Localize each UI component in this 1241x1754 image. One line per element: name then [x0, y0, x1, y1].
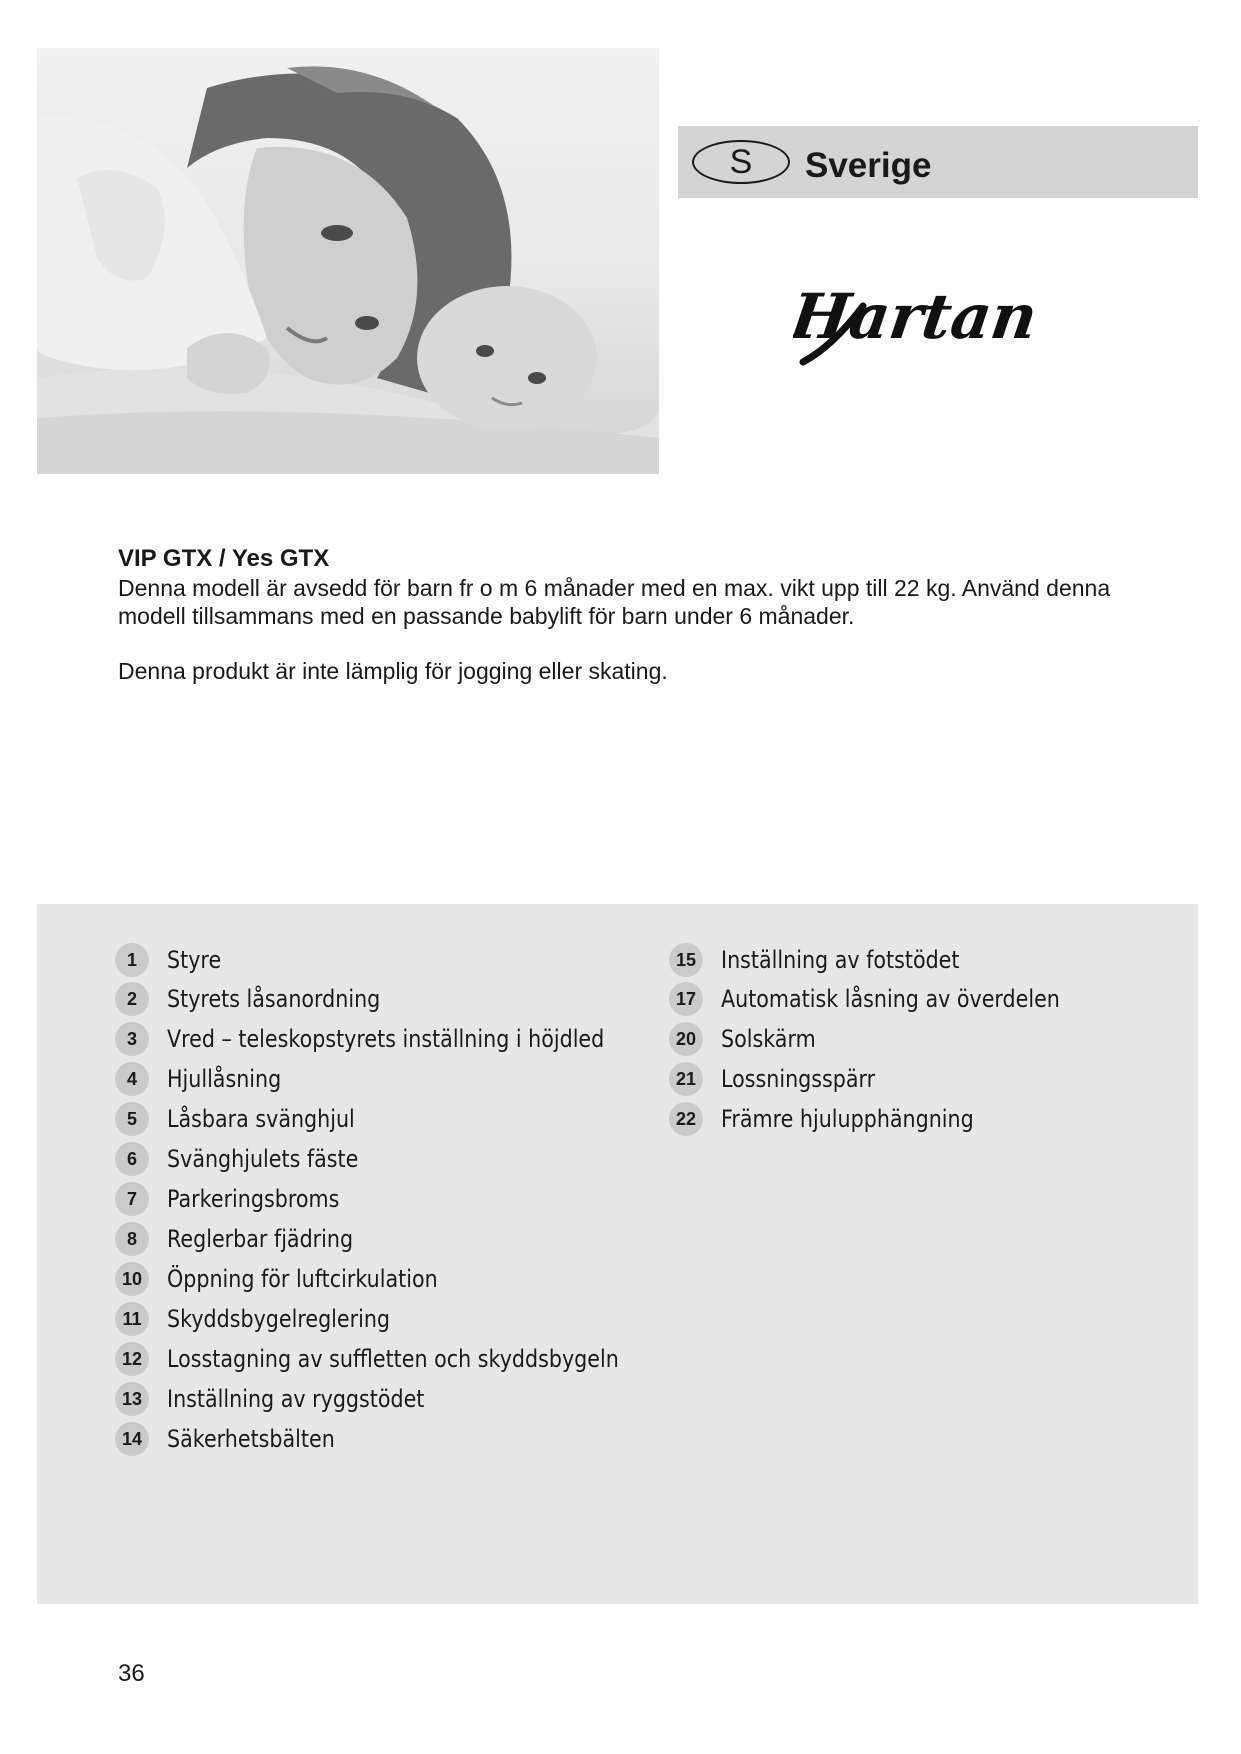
- mother-baby-illustration: [37, 48, 659, 474]
- language-code: S: [729, 143, 753, 181]
- language-code-oval: [692, 140, 790, 184]
- part-item: [115, 1381, 466, 1417]
- part-label: Solskärm: [721, 1025, 816, 1053]
- part-label: Främre hjulupphängning: [721, 1105, 974, 1133]
- part-label: Skyddsbygelreglering: [167, 1305, 391, 1333]
- part-label: Inställning av fotstödet: [721, 946, 960, 974]
- part-number-badge: 3: [115, 1022, 149, 1056]
- part-label: Säkerhetsbälten: [167, 1425, 335, 1453]
- part-number-badge: 11: [115, 1302, 149, 1336]
- part-number-badge: 2: [115, 982, 149, 1016]
- part-item: [115, 1421, 362, 1457]
- part-item: [115, 1141, 390, 1177]
- part-label: Lossningsspärr: [721, 1065, 876, 1093]
- part-number-badge: 13: [115, 1382, 149, 1416]
- part-item: [115, 1101, 385, 1137]
- hartan-logo-mark: [793, 276, 1049, 376]
- part-label: Styrets låsanordning: [167, 985, 381, 1013]
- product-intro: Denna modell är avsedd för barn fr o m 6 månader med en max. vikt upp till 22 kg. Använd denna modell tillsammans med en passande babylift för barn under 6 månader.: [118, 575, 1111, 629]
- part-number-badge: 15: [669, 943, 703, 977]
- part-item: [669, 942, 998, 978]
- part-label: Inställning av ryggstödet: [167, 1385, 425, 1413]
- hartan-logo: [793, 276, 1049, 376]
- part-item: [115, 1301, 426, 1337]
- part-label: Öppning för luftcirkulation: [167, 1265, 438, 1293]
- part-number-badge: 7: [115, 1182, 149, 1216]
- svg-text:Hartan: Hartan: [793, 280, 1042, 353]
- part-label: Vred – teleskopstyrets inställning i höjdled: [167, 1025, 605, 1053]
- product-usage-note: Denna produkt är inte lämplig för jogging eller skating.: [118, 658, 668, 684]
- part-number-badge: 21: [669, 1062, 703, 1096]
- part-number-badge: 22: [669, 1102, 703, 1136]
- part-number-badge: 20: [669, 1022, 703, 1056]
- part-number-badge: 5: [115, 1102, 149, 1136]
- part-item: [669, 1101, 1015, 1137]
- part-label: Losstagning av suffletten och skyddsbygeln: [167, 1345, 619, 1373]
- part-item: [115, 1061, 300, 1097]
- part-number-badge: 8: [115, 1222, 149, 1256]
- part-label: Reglerbar fjädring: [167, 1225, 354, 1253]
- part-item: [115, 981, 415, 1017]
- part-number-badge: 1: [115, 943, 149, 977]
- part-item: [115, 1181, 367, 1217]
- page-number: 36: [118, 1660, 145, 1687]
- part-number-badge: 6: [115, 1142, 149, 1176]
- part-item: [669, 1061, 900, 1097]
- part-label: Styre: [167, 946, 222, 974]
- part-label: Parkeringsbroms: [167, 1185, 340, 1213]
- product-title: VIP GTX / Yes GTX: [118, 545, 330, 572]
- part-item: [115, 1021, 675, 1057]
- part-number-badge: 12: [115, 1342, 149, 1376]
- language-banner: [678, 126, 1198, 198]
- language-name: Sverige: [805, 146, 932, 185]
- part-item: [115, 1221, 383, 1257]
- part-item: [115, 1341, 692, 1377]
- part-item: [669, 1021, 831, 1057]
- part-item: [115, 942, 230, 978]
- mother-baby-photo: [37, 48, 659, 474]
- part-label: Hjullåsning: [167, 1065, 282, 1093]
- part-item: [669, 981, 1115, 1017]
- parts-legend-panel: [37, 904, 1198, 1604]
- part-label: Automatisk låsning av överdelen: [721, 985, 1060, 1013]
- part-number-badge: 14: [115, 1422, 149, 1456]
- part-number-badge: 17: [669, 982, 703, 1016]
- part-number-badge: 10: [115, 1262, 149, 1296]
- part-number-badge: 4: [115, 1062, 149, 1096]
- part-label: Svänghjulets fäste: [167, 1145, 359, 1173]
- part-item: [115, 1261, 482, 1297]
- part-label: Låsbara svänghjul: [167, 1105, 355, 1133]
